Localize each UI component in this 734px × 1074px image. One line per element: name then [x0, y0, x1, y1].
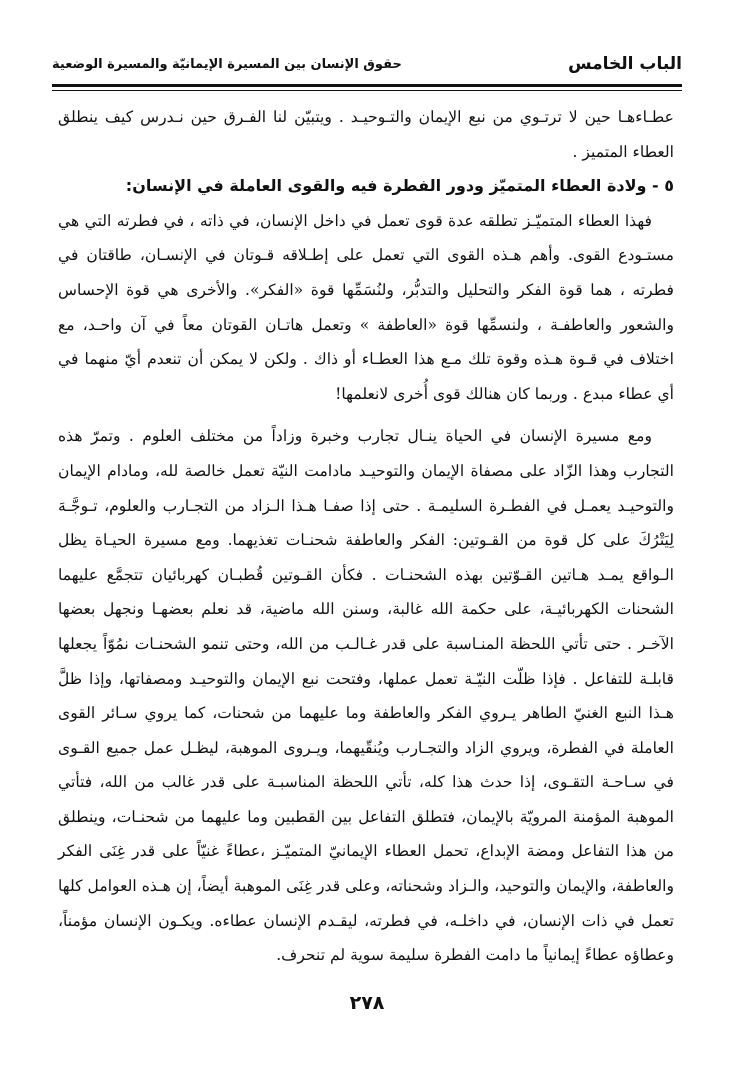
page-number: ٢٧٨ [349, 992, 385, 1014]
page-body [58, 100, 674, 973]
header-divider [52, 84, 682, 91]
chapter-title: الباب الخامس [568, 54, 682, 74]
book-title: حقوق الإنسان بين المسيرة الإيمانيّة والمسيرة الوضعية [52, 56, 402, 72]
paragraph-gap [58, 411, 674, 419]
intro-paragraph: عطـاءهـا حين لا ترتـوي من نبع الإيمان والتـوحيـد . ويتبيّن لنا الفـرق حين نـدرس كيف ينطلق العطاء المتميز . [58, 108, 674, 161]
running-header [52, 44, 682, 84]
body-paragraph-2: ومع مسيرة الإنسان في الحياة ينـال تجارب وخبرة وزاداً من مختلف العلوم . وتمرّ هذه التجارب وهذا الزّاد على مصفاة الإيمان والتوحيـد مادامت النيّة تعمل خالصة لله، ومادام الإيمان والتوحيـد يعمـل في الفطـرة السليمـة . حتى إذا صفـا هـذا الـزاد من التجـارب والعلوم، تـوجَّـهَ لِيَتْرُكَ على كل قوة من القـوتين: الفكر والعاطفة شحنـات تغذيهما. ومع مسيرة الحيـاة يظل الـواقع يمـد هـاتين القـوّتين بهذه الشحنـات . فكأن القـوتين قُطبـان كهربائيان تتجمَّع عليهما الشحنات الكهربائيـة، على حكمة الله غالبة، وسنن الله ماضية، قد نعلم بعضهـا ونجهل بعضها الآخـر . حتى تأتي اللحظة المنـاسبة على قدر غـالـب من الله، وحتى تنمو الشحنـات نمُوّاً يجعلها قابلـة للتفاعل . فإذا ظلّت النيّـة تعمل عملها، وفتحت نبع الإيمان والتوحيـد ومصفاتها، وإذا ظلَّ هـذا النبع الغنيّ الطاهر يـروي الفكر والعاطفة وما عليهما من شحنات، كما يروي سـائر القوى العاملة في الفطرة، ويروي الزاد والتجـارب ويُنقّيهما، ويـروى الموهبة، ليظـل عمل جميع القـوى في سـاحـة التقـوى، إذا حدث هذا كله، تأتي اللحظة المناسبـة على قدر غالب من الله، فتأتي الموهبة المؤمنة المرويّة بالإيمان، فتطلق التفاعل بين القطبين وما عليهما من شحنـات، وينطلق من هذا التفاعل ومضة الإبداع، تحمل العطاء الإيمانيّ المتميّـز ،عطاءً غنيّاً على قدر غِنَى الفكر والعاطفة، والإيمان والتوحيد، والـزاد وشحناته، وعلى قدر غِنَى الموهبة أيضاً، إن هـذه العوامل كلها تعمل في ذات الإنسان، في داخلـه، في فطرته، ليقـدم الإنسان عطاءه. ويكـون الإنسان مؤمناً، وعطاؤه عطاءً إيمانياً ما دامت الفطرة سليمة سوية لم تنحرف. [58, 427, 674, 965]
section-heading: ٥ - ولادة العطاء المتميّز ودور الفطرة فيه والقوى العاملة في الإنسان: [125, 176, 674, 196]
body-paragraph-1: فهذا العطاء المتميّـز تطلقه عدة قوى تعمل في داخل الإنسان، في ذاته ، في فطرته التي هي مستـودع القوى. وأهم هـذه القوى التي تعمل على إطـلاقه قـوتان في الإنسـان، طاقتان في فطرته ، هما قوة الفكر والتحليل والتدبُّر، ولنُسَمِّها قوة «الفكر». والأخرى هي قوة الإحساس والشعور والعاطفـة ، ولنسمِّها قوة «العاطفة » وتعمل هاتـان القوتان معاً في آن واحـد، مع اختلاف في قـوة هـذه وقوة تلك مـع هذا العطـاء أو ذاك . ولكن لا يمكن أن تنعدم أيّ منهما في أي عطاء مبدع . وربما كان هنالك قوى أُخرى لانعلمها! [58, 211, 674, 403]
